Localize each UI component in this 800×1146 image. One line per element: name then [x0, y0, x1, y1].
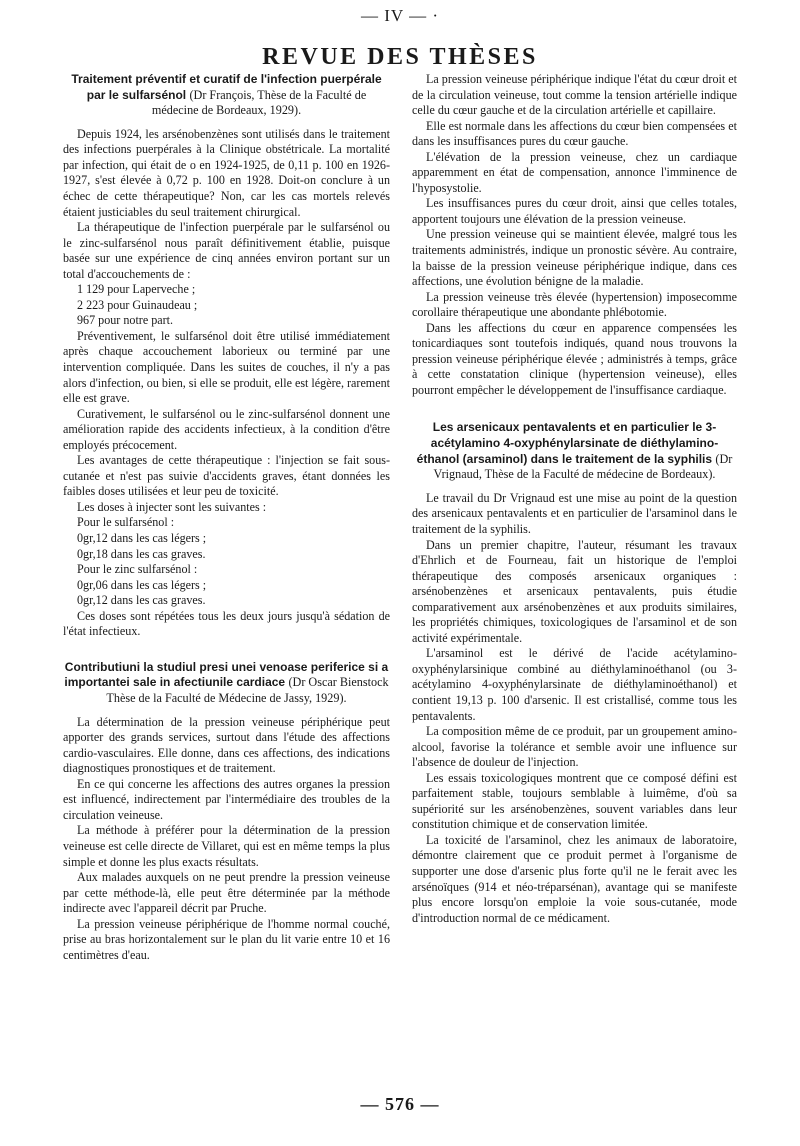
article-2-heading: Contributiuni la studiul presi unei venoase periferice si a importantei sale in afectiunile cardiace	[64, 659, 389, 690]
paragraph: Préventivement, le sulfarsénol doit être utilisé immédiatement après chaque accouchement laborieux ou terminé par une intervention compliquée. Dans les suites de couches, il n'y a pas alors d'infection, ou bien, si elle se produit, elle est légère, rarement elle est grave.	[63, 328, 390, 406]
paragraph: Dans les affections du cœur en apparence compensées les tonicardiaques sont toutefois indiqués, quand nous trouvons la pression veineuse périphérique élevée ; administrés à temps, grâce à cette constatation clinique (hypertension veineuse), elles pourront empêcher le développement de l'insuffisance cardiaque.	[412, 320, 737, 397]
paragraph: 0gr,18 dans les cas graves.	[77, 546, 206, 561]
paragraph: Elle est normale dans les affections du cœur bien compensées et dans les insuffisances pures du cœur gauche.	[412, 118, 737, 149]
paragraph: 0gr,12 dans les cas légers ;	[77, 531, 207, 545]
article-1-title	[63, 72, 390, 119]
paragraph: La détermination de la pression veineuse périphérique peut apporter des grands services, surtout dans l'étude des affections cardio-vasculaires. Elle donne, dans ces affections, des indications diagnostiques pronostiques et de traitement.	[63, 714, 390, 776]
article-1-heading: Traitement préventif et curatif de l'infection puerpérale par le sulfarsénol	[71, 72, 382, 102]
paragraph: Les insuffisances pures du cœur droit, ainsi que celles totales, apportent toujours une élévation de la pression veineuse.	[412, 196, 737, 226]
paragraph: Ces doses sont répétées tous les deux jours jusqu'à sédation de l'état infectieux.	[63, 608, 390, 639]
paragraph: Depuis 1924, les arsénobenzènes sont utilisés dans le traitement des infections puerpérales à la Clinique obstétricale. La mortalité par infection, qui était de o en 1924-1925, de 0,11 p. 100 en 1926-1927, s'est élevée à 0,72 p. 100 en 1928. Doit-on conclure à un échec de cette thérapeutique? Non, car les cas mortels relevés étaient justiciables du seul traitement chirurgical.	[63, 126, 390, 219]
left-column	[63, 72, 390, 963]
paragraph: La pression veineuse périphérique de l'homme normal couché, prise au bras horizontalement sur le plan du lit varie entre 10 et 16 centimètres d'eau.	[63, 916, 390, 962]
paragraph: Curativement, le sulfarsénol ou le zinc-sulfarsénol donnent une amélioration rapide des accidents infectieux, à la condition d'être employés précocement.	[63, 406, 390, 452]
section-roman-numeral: — IV — ·	[360, 6, 440, 25]
paragraph: Dans un premier chapitre, l'auteur, résumant les travaux d'Ehrlich et de Fourneau, fait un historique de l'emploi thérapeutique des composés arsenicaux organiques : arsénobenzènes et arsenicaux pentavalents, puis étudie comparativement aux arsénobenzènes et aux produits similaires, les propriétés chimiques, toxicologiques de l'arsaminol et de son activité expérimentale.	[412, 537, 737, 645]
article-3-heading: Les arsenicaux pentavalents et en particulier le 3-acétylamino 4-oxyphénylarsinate de diéthylamino-éthanol (arsaminol) dans le traitement de la syphilis	[416, 420, 719, 466]
paragraph: Les doses à injecter sont les suivantes :	[77, 499, 267, 514]
list-item: 967 pour notre part.	[77, 313, 174, 328]
paragraph: La méthode à préférer pour la détermination de la pression veineuse est celle directe de Villaret, qui est en même temps la plus simple et donne les plus exacts résultats.	[63, 823, 390, 869]
paragraph: La toxicité de l'arsaminol, chez les animaux de laboratoire, démontre clairement que ce produit permet à l'organisme de supporter une dose d'arsenic plus forte qu'il ne le ferait avec les arsénoïques (914 et néo-tréparsénan), avantage qui se manifeste plus encore lorsqu'on emploie la voie sous-cutanée, mode d'introduction normal de ce médicament.	[412, 832, 737, 925]
article-2-title	[63, 660, 390, 707]
paragraph: Une pression veineuse qui se maintient élevée, malgré tous les traitements administrés, indique un pronostic sévère. Au contraire, la baisse de la pression veineuse périphérique indique, dans ces affections, une évolution bénigne de la maladie.	[412, 227, 737, 289]
page-title: REVUE DES THÈSES	[262, 44, 538, 70]
paragraph: L'arsaminol est le dérivé de l'acide acétylamino-oxyphénylarsinique combiné au diéthylaminoéthanol (ou 3-acétylamino 4-oxyphénylarsinate de diéthylaminoéthanol) et contient 19,13 p. 100 d'arsenic. Il est cristallisé, comme tous les pentavalents.	[412, 646, 737, 723]
right-column	[412, 72, 737, 926]
paragraph: 0gr,12 dans les cas graves.	[77, 593, 206, 608]
page-number: — 576 —	[360, 1094, 440, 1114]
article-1-byline: (Dr François, Thèse de la Faculté de médecine de Bordeaux, 1929).	[151, 87, 367, 118]
paragraph: 0gr,06 dans les cas légers ;	[77, 577, 207, 592]
paragraph: L'élévation de la pression veineuse, chez un cardiaque apparemment en état de compensation, annonce l'imminence de l'hyposystolie.	[412, 149, 737, 195]
paragraph: Pour le sulfarsénol :	[77, 515, 175, 530]
paragraph: Les essais toxicologiques montrent que ce composé défini est parfaitement stable, toujours semblable à luimême, d'où sa supériorité sur les arsénobenzènes, souvent variables dans leur constitution chimique et de conservation limitée.	[412, 770, 737, 832]
paragraph: La thérapeutique de l'infection puerpérale par le sulfarsénol ou le zinc-sulfarsénol nous paraît définitivement établie, puisque basée sur une expérience de cinq années environ portant sur un total d'accouchements de :	[63, 220, 390, 281]
paragraph: La pression veineuse périphérique indique l'état du cœur droit et de la circulation veineuse, tout comme la tension artérielle indique celle du cœur gauche et de la circulation artérielle et capillaire.	[412, 72, 737, 118]
article-3-byline: (Dr Vrignaud, Thèse de la Faculté de médecine de Bordeaux).	[433, 451, 733, 482]
paragraph: Pour le zinc sulfarsénol :	[77, 562, 198, 577]
paragraph: Aux malades auxquels on ne peut prendre la pression veineuse par cette méthode-là, elle peut être déterminée par la méthode indirecte avec l'appareil décrit par Pruche.	[63, 870, 390, 916]
paragraph: Les avantages de cette thérapeutique : l'injection se fait sous-cutanée et n'est pas suivie d'accidents graves, étant données les faibles doses utilisées et leur peu de toxicité.	[63, 453, 390, 499]
list-item: 2 223 pour Guinaudeau ;	[77, 297, 198, 312]
article-3-title	[412, 420, 737, 482]
paragraph: La pression veineuse très élevée (hypertension) imposecomme corollaire thérapeutique une abondante phlébotomie.	[412, 289, 737, 320]
article-2-byline: (Dr Oscar Bienstock Thèse de la Faculté de Médecine de Jassy, 1929).	[106, 675, 389, 706]
paragraph: La composition même de ce produit, par un groupement amino-alcool, favorise la tolérance et semble avoir une influence sur l'absence de douleur de l'injection.	[412, 724, 737, 770]
paragraph: En ce qui concerne les affections des autres organes la pression est influencé, indirectement par l'intermédiaire des troubles de la circulation veineuse.	[63, 776, 390, 822]
paragraph: Le travail du Dr Vrignaud est une mise au point de la question des arsenicaux pentavalents et en particulier de l'arsaminol dans le traitement de la syphilis.	[412, 490, 737, 536]
list-item: 1 129 pour Laperveche ;	[77, 282, 196, 297]
